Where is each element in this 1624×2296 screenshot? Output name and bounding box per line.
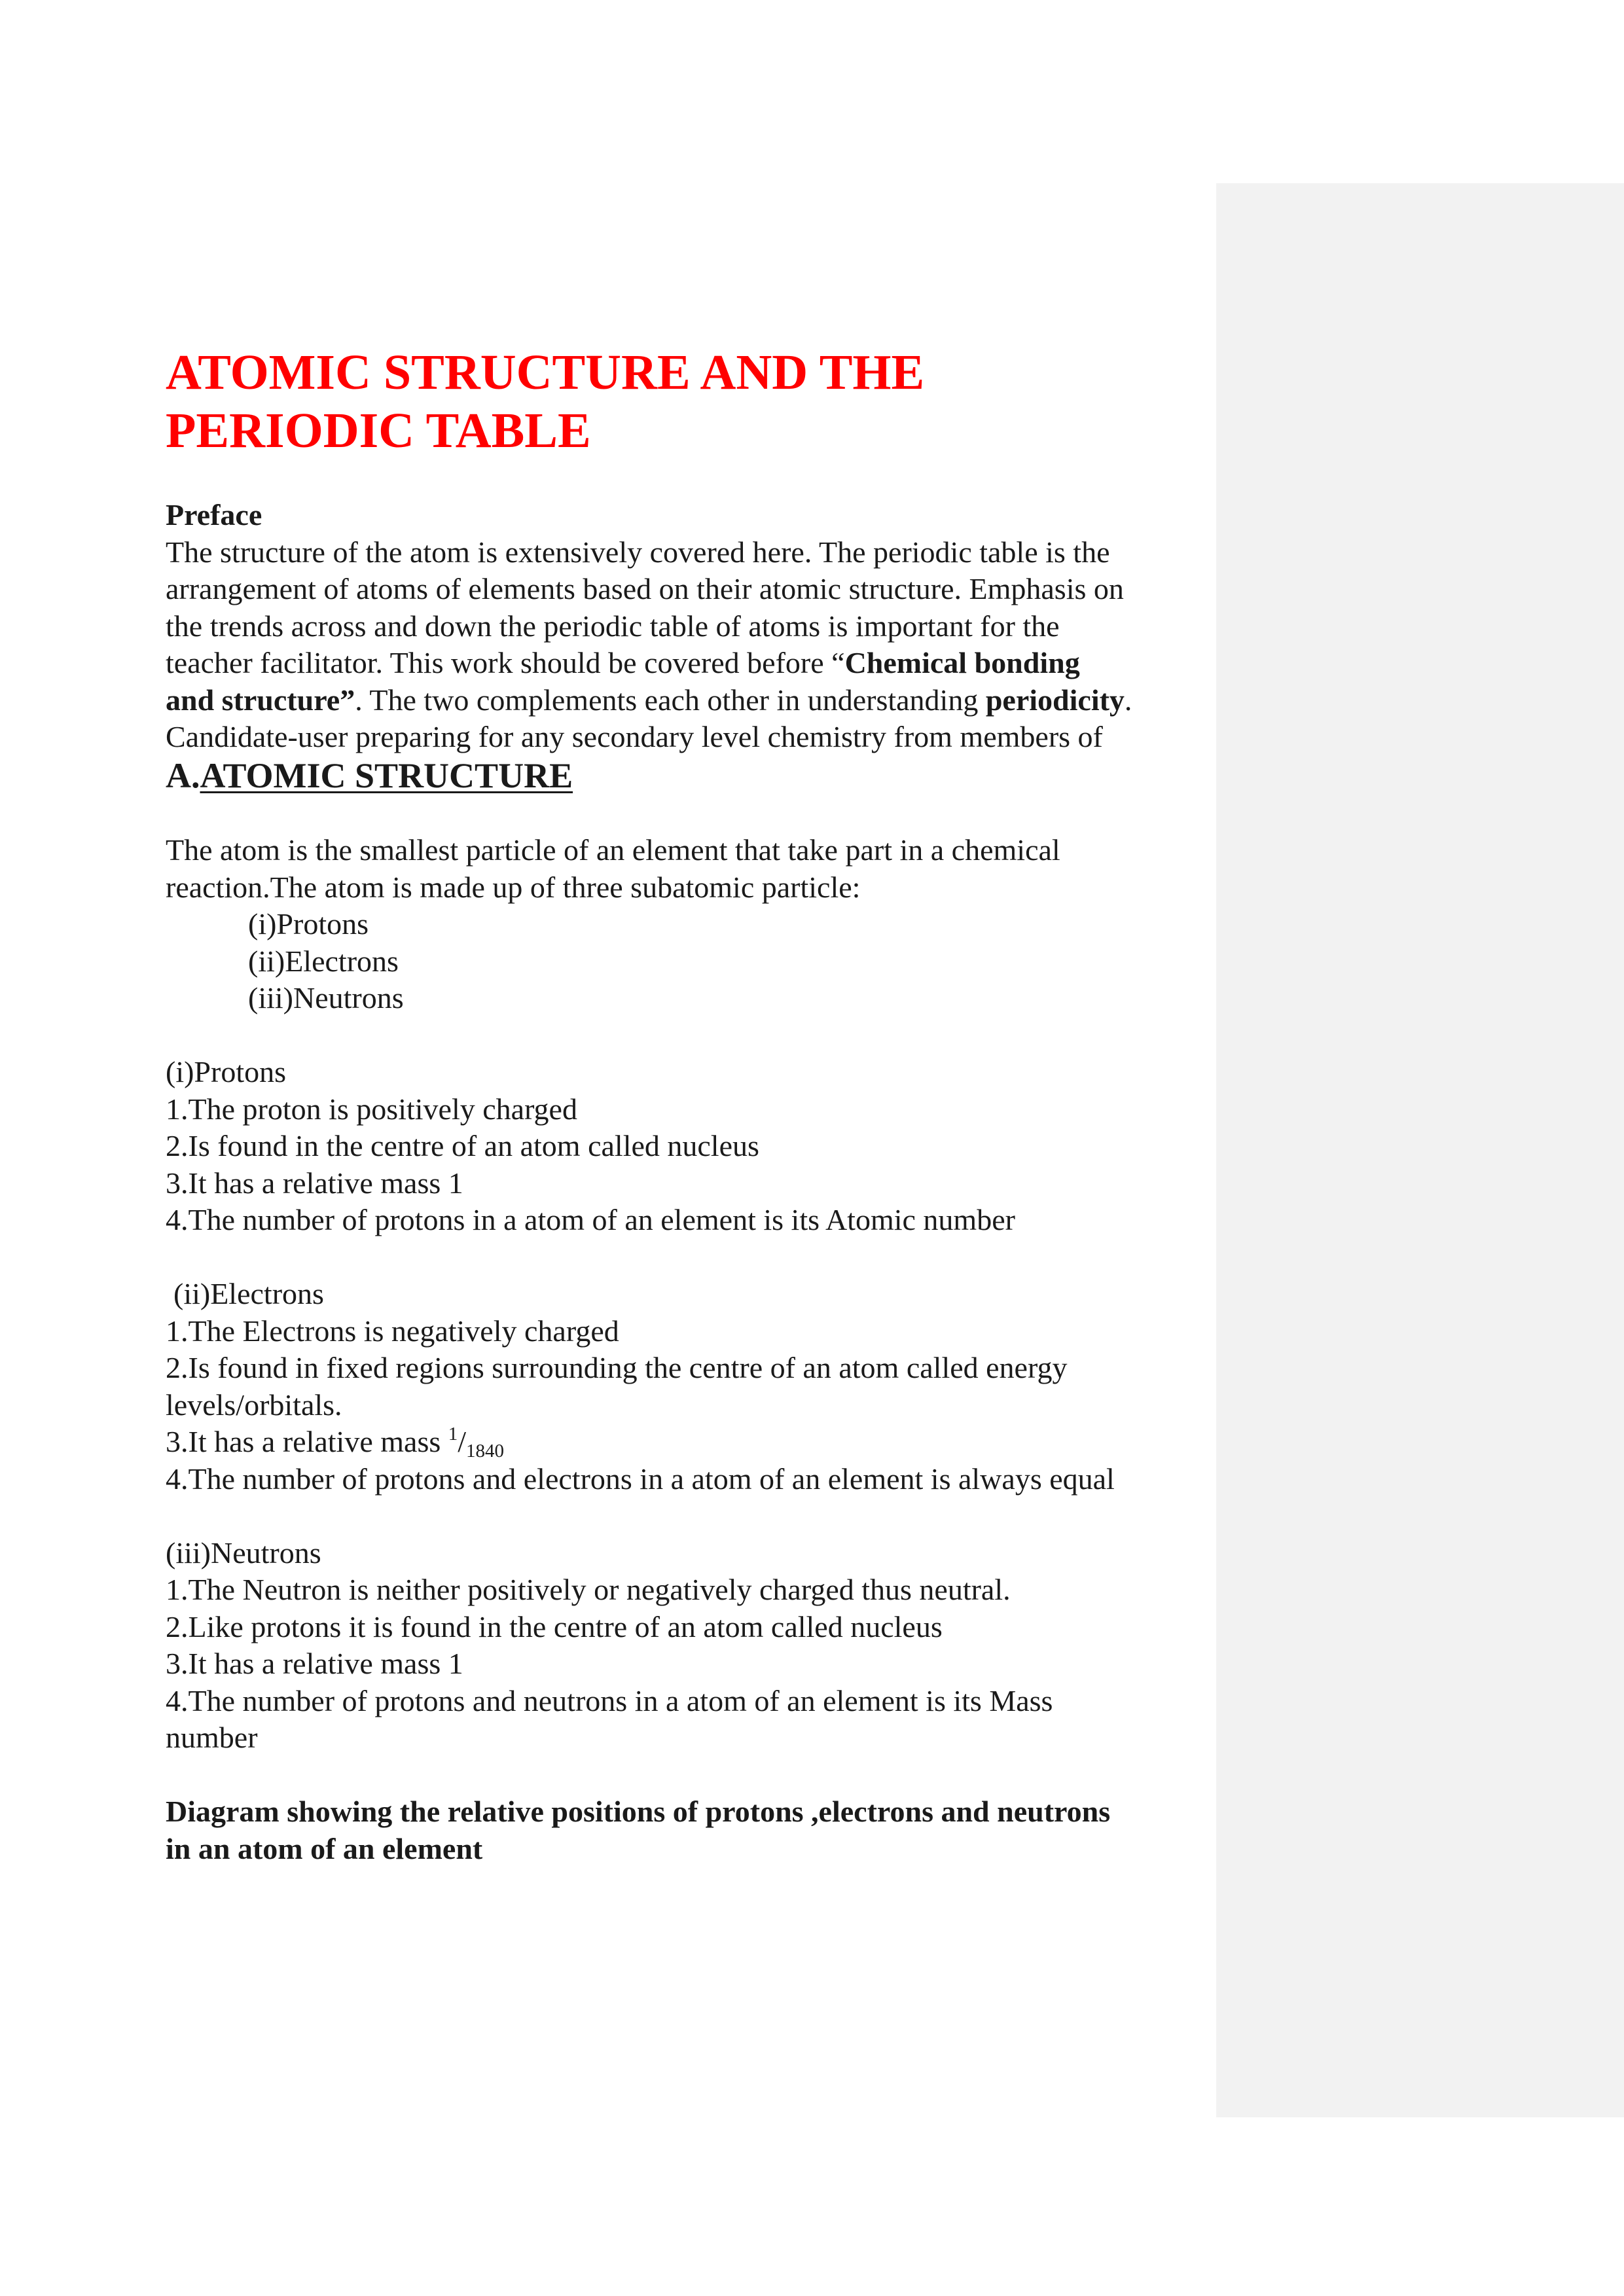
electrons-point: 2.Is found in fixed regions surrounding the centre of an atom called energy [166, 1351, 1068, 1384]
particle-list-item: (i)Protons [248, 907, 369, 941]
preface-section [166, 497, 1206, 756]
neutrons-point: 2.Like protons it is found in the centre of an atom called nucleus [166, 1609, 943, 1643]
neutrons-point: 3.It has a relative mass 1 [166, 1647, 463, 1680]
preface-line: the trends across and down the periodic table of atoms is important for the [166, 609, 1060, 643]
protons-point: 2.Is found in the centre of an atom called nucleus [166, 1129, 759, 1162]
protons-point: 1.The proton is positively charged [166, 1092, 577, 1126]
neutrons-heading: (iii)Neutrons [166, 1535, 321, 1570]
protons-point: 3.It has a relative mass 1 [166, 1166, 463, 1200]
title-line-1: ATOMIC STRUCTURE AND THE [166, 345, 925, 400]
diagram-caption-line: in an atom of an element [166, 1831, 483, 1865]
preface-line: Candidate-user preparing for any secondary level chemistry from members of [166, 720, 1103, 753]
electrons-mass-text: 3.It has a relative mass [166, 1425, 448, 1458]
protons-point: 4.The number of protons in a atom of an element is its Atomic number [166, 1203, 1015, 1236]
electrons-point: levels/orbitals. [166, 1388, 342, 1422]
document-title [166, 344, 1206, 460]
preface-line [166, 645, 1206, 682]
electrons-mass-denominator: 1840 [466, 1441, 505, 1462]
electrons-section [166, 1276, 1206, 1498]
section-a-heading [166, 756, 1206, 795]
preface-text: . The two complements each other in understanding [355, 683, 986, 717]
intro-line: reaction.The atom is made up of three subatomic particle: [166, 870, 861, 904]
preface-text: teacher facilitator. This work should be covered before “ [166, 646, 845, 679]
preface-bold-term: and structure” [166, 683, 355, 717]
preface-line: arrangement of atoms of elements based on their atomic structure. Emphasis on [166, 572, 1124, 605]
atom-intro [166, 832, 1206, 1017]
neutrons-point: 4.The number of protons and neutrons in a atom of an element is its Mass [166, 1683, 1053, 1717]
diagram-caption [166, 1793, 1206, 1867]
electrons-point [166, 1424, 1206, 1461]
preface-bold-term: Chemical bonding [844, 646, 1080, 679]
neutrons-point: number [166, 1721, 258, 1754]
neutrons-section [166, 1535, 1206, 1757]
preface-line [166, 682, 1206, 719]
comment-pane [1216, 183, 1624, 2117]
neutrons-point: 1.The Neutron is neither positively or negatively charged thus neutral. [166, 1573, 1011, 1606]
intro-line: The atom is the smallest particle of an element that take part in a chemical [166, 833, 1060, 867]
particle-list-item: (iii)Neutrons [248, 981, 404, 1014]
protons-heading: (i)Protons [166, 1055, 286, 1088]
section-a-prefix: A. [166, 755, 200, 795]
protons-section [166, 1054, 1206, 1239]
document-page [166, 344, 1206, 1867]
particle-list-item: (ii)Electrons [248, 944, 399, 978]
electrons-mass-slash: / [458, 1425, 467, 1458]
section-a-title: ATOMIC STRUCTURE [200, 755, 573, 795]
preface-line: The structure of the atom is extensively covered here. The periodic table is the [166, 535, 1110, 569]
electrons-mass-numerator: 1 [448, 1424, 458, 1444]
preface-text: . [1124, 683, 1132, 717]
electrons-point: 4.The number of protons and electrons in a atom of an element is always equal [166, 1462, 1115, 1496]
preface-heading: Preface [166, 498, 262, 531]
title-line-2: PERIODIC TABLE [166, 403, 591, 458]
electrons-heading: (ii)Electrons [173, 1277, 324, 1310]
diagram-caption-line: Diagram showing the relative positions of protons ,electrons and neutrons [166, 1795, 1111, 1828]
electrons-point: 1.The Electrons is negatively charged [166, 1314, 619, 1348]
preface-bold-term: periodicity [985, 683, 1125, 717]
